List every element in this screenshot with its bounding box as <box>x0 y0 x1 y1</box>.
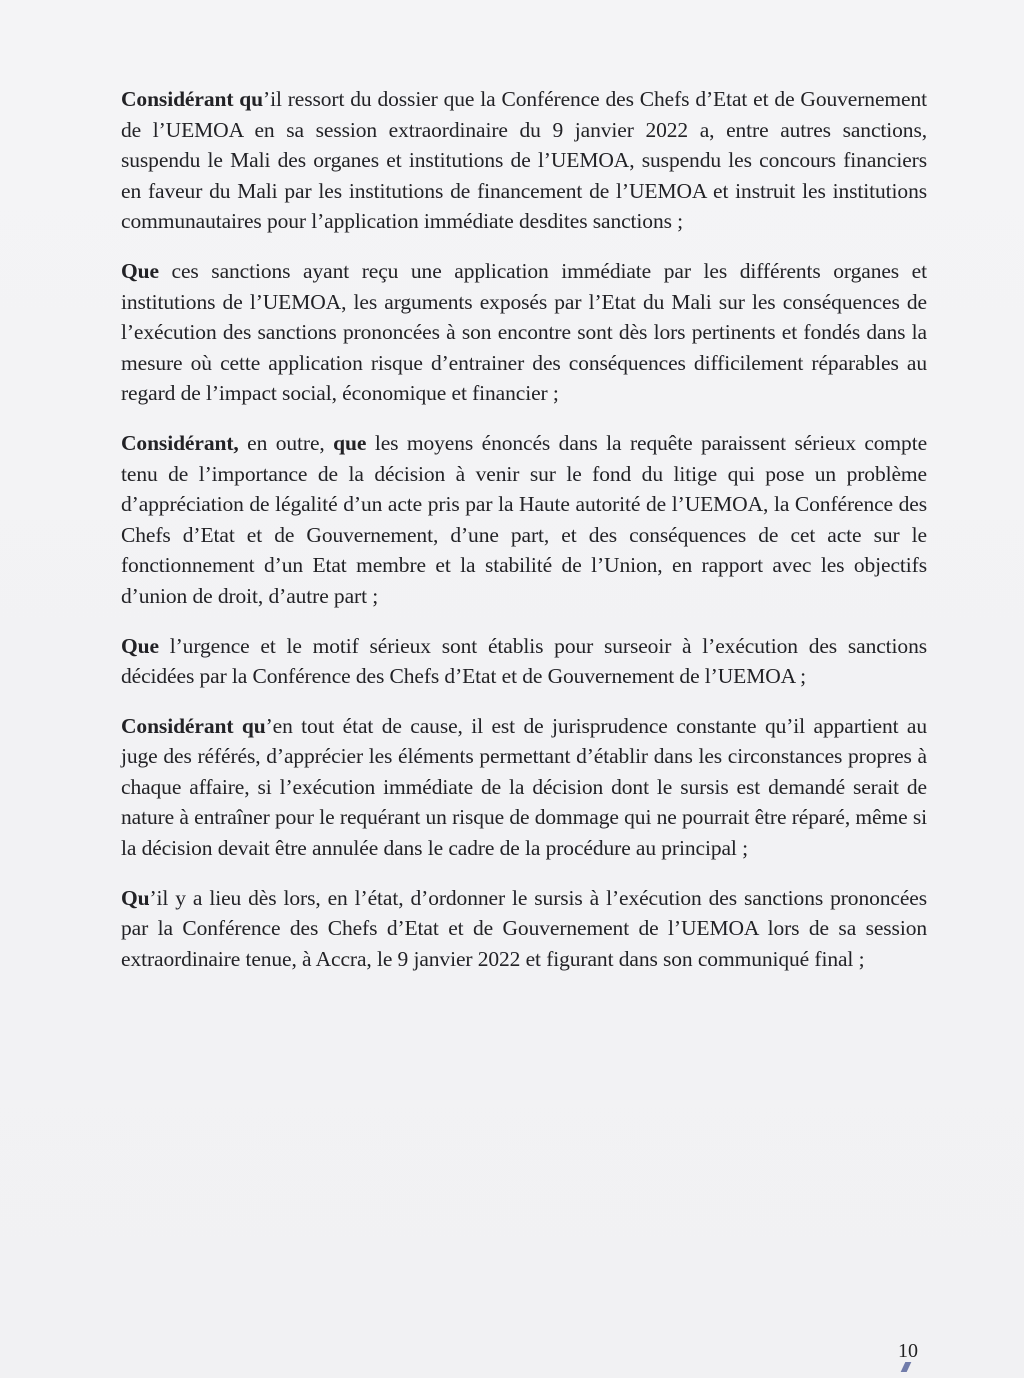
paragraph-lead: Considérant qu <box>121 713 266 738</box>
paragraph-considerant-2 <box>121 428 927 612</box>
paragraph-lead: Considérant qu <box>121 87 264 111</box>
paragraph-lead: Considérant, <box>121 430 239 455</box>
paragraph-que-2 <box>121 631 927 692</box>
ink-mark <box>901 1362 912 1372</box>
paragraph-text: ’il ressort du dossier que la Conférence des Chefs d’Etat et de Gouvernement de l’UEMOA en sa session extraordinaire du 9 janvier 2022 a, entre autres sanctions, suspendu le Mali des organes et institutions de l’UEMOA, suspendu les concours financiers en faveur du Mali par les institutions de financement de l’UEMOA et instruit les institutions communautaires pour l’application immédiate desdites sanctions ; <box>121 87 927 234</box>
paragraph-text: ces sanctions ayant reçu une application immédiate par les différents organes et institutions de l’UEMOA, les arguments exposés par l’Etat du Mali sur les conséquences de l’exécution des sanctions prononcées à son encontre sont dès lors pertinents et fondés dans la mesure où cette application risque d’entrainer des conséquences difficilement réparables au regard de l’impact social, économique et financier ; <box>121 258 927 406</box>
paragraph-text: les moyens énoncés dans la requête paraissent sérieux compte tenu de l’importance de la décision à venir sur le fond du litige qui pose un problème d’appréciation de légalité d’un acte pris par la Haute autorité de l’UEMOA, la Conférence des Chefs d’Etat et de Gouvernement, d’une part, et des conséquences de cet acte sur le fonctionnement d’un Etat membre et la stabilité de l’Union, en rapport avec les objectifs d’union de droit, d’autre part ; <box>121 430 928 608</box>
paragraph-lead: Qu <box>121 885 150 910</box>
paragraph-middle: en outre, <box>238 430 334 455</box>
paragraph-text: ’il y a lieu dès lors, en l’état, d’ordonner le sursis à l’exécution des sanctions prononcées par la Conférence des Chefs d’Etat et de Gouvernement de l’UEMOA lors de sa session extraordinaire tenue, à Accra, le 9 janvier 2022 et figurant dans son communiqué final ; <box>121 885 927 971</box>
paragraph-qu-3 <box>121 883 927 975</box>
paragraph-text: ’en tout état de cause, il est de jurisprudence constante qu’il appartient au juge des référés, d’apprécier les éléments permettant d’établir dans les circonstances propres à chaque affaire, si l’exécution immédiate de la décision dont le sursis est demandé serait de nature à entraîner pour le requérant un risque de dommage qui ne pourrait être réparé, même si la décision devait être annulée dans le cadre de la procédure au principal ; <box>121 713 928 861</box>
paragraph-lead: Que <box>121 633 159 658</box>
document-body <box>121 84 927 993</box>
paragraph-lead-2: que <box>333 430 367 455</box>
paragraph-que-1 <box>121 256 927 409</box>
page-number: 10 <box>898 1340 918 1362</box>
paragraph-considerant-1 <box>121 84 927 237</box>
paragraph-lead: Que <box>121 258 159 283</box>
paragraph-text: l’urgence et le motif sérieux sont établis pour surseoir à l’exécution des sanctions décidées par la Conférence des Chefs d’Etat et de Gouvernement de l’UEMOA ; <box>121 633 927 689</box>
paragraph-considerant-3 <box>121 711 927 864</box>
